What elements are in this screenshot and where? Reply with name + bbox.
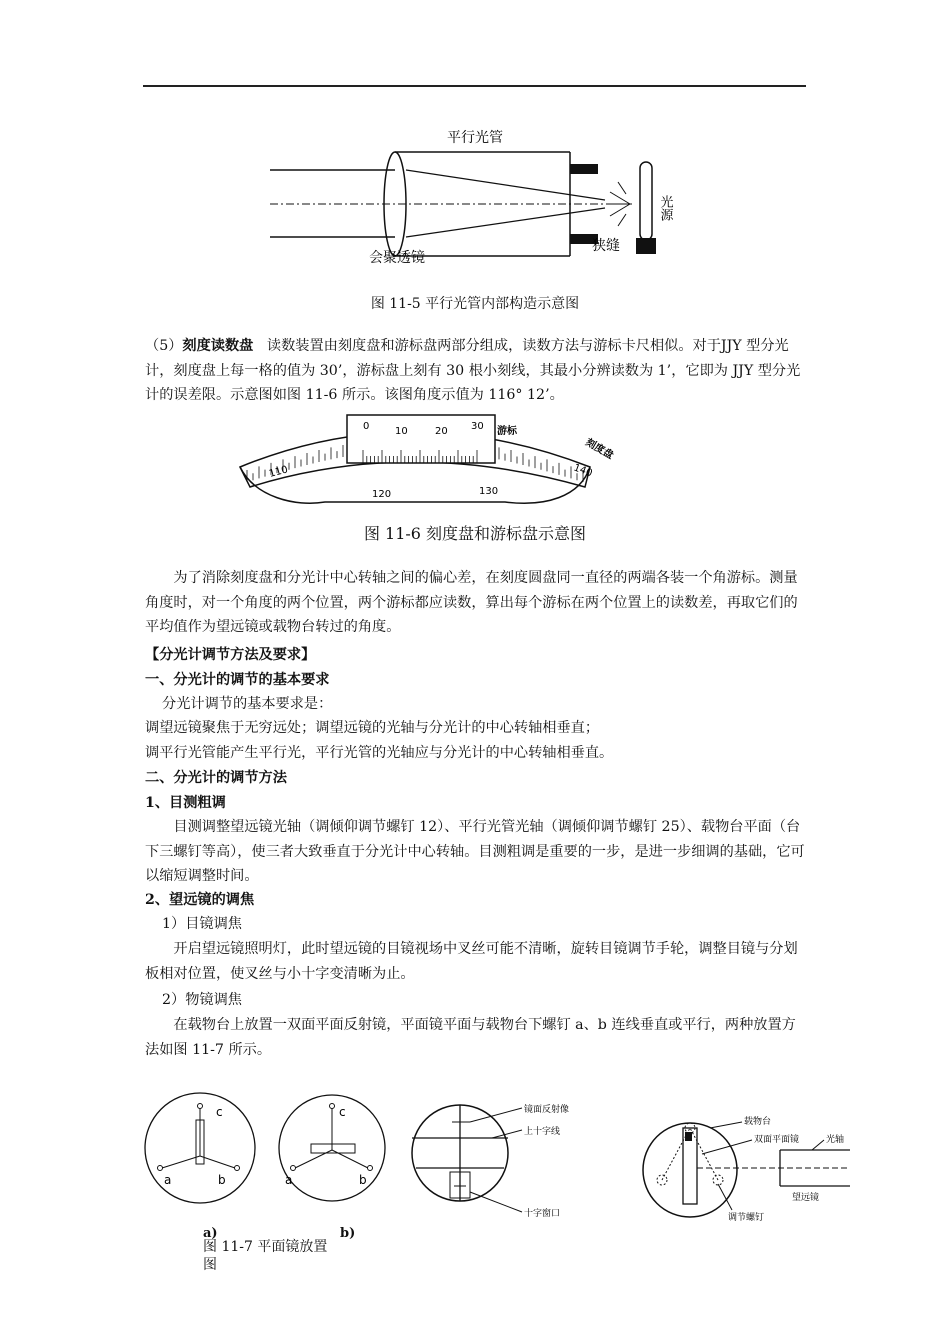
paragraph-eyepiece: 开启望远镜照明灯，此时望远镜的目镜视场中叉丝可能不清晰，旋转目镜调节手轮，调整目镜与分划板相对位置，使叉丝与小十字变清晰为止。 bbox=[145, 941, 798, 982]
heading-methods: 二、分光计的调节方法 bbox=[145, 770, 287, 786]
label-slit: 狭缝 bbox=[592, 238, 620, 254]
requirements-intro: 分光计调节的基本要求是： bbox=[162, 696, 333, 712]
header-rule bbox=[143, 85, 806, 87]
screw-a-label: a bbox=[285, 1173, 293, 1187]
item-term: 刻度读数盘 bbox=[182, 338, 254, 354]
paragraph-reading-dial bbox=[145, 334, 807, 408]
subfigure-label-b: b) bbox=[340, 1226, 356, 1241]
label-light-source: 光源 bbox=[657, 195, 673, 221]
vernier-tick-10: 10 bbox=[395, 426, 408, 437]
heading-rough-adjust: 1、目测粗调 bbox=[145, 795, 226, 811]
requirement-1: 调望远镜聚焦于无穷远处；调望远镜的光轴与分光计的中心转轴相垂直； bbox=[145, 720, 600, 736]
label-collimator: 平行光管 bbox=[447, 130, 503, 146]
eyepiece-field-diagram bbox=[412, 1098, 587, 1223]
dial-label: 刻度盘 bbox=[583, 437, 615, 462]
figure-caption-11-7 bbox=[203, 1238, 327, 1274]
screw-c-label: c bbox=[216, 1105, 223, 1119]
collimator-diagram bbox=[270, 120, 690, 270]
stage-telescope-diagram bbox=[640, 1110, 860, 1225]
section-title: 【分光计调节方法及要求】 bbox=[145, 647, 316, 663]
subheading-objective: 2）物镜调焦 bbox=[162, 992, 242, 1008]
paragraph-rough-adjust: 目测调整望远镜光轴（调倾仰调节螺钉 12）、平行光管光轴（调倾仰调节螺钉 25）、载物台平面（台下三螺钉等高），使三者大致垂直于分光计中心转轴。目测粗调是重要的一步，是进一步细调的基础，它可以缩短调整时间。 bbox=[145, 819, 805, 884]
dial-tick-130: 130 bbox=[479, 486, 499, 497]
requirement-2: 调平行光管能产生平行光，平行光管的光轴应与分光计的中心转轴相垂直。 bbox=[145, 745, 614, 761]
label-double-mirror: 双面平面镜 bbox=[754, 1135, 800, 1145]
item-number: （5） bbox=[145, 338, 183, 354]
label-optical-axis: 光轴 bbox=[826, 1135, 845, 1145]
paragraph-eccentric: 为了消除刻度盘和分光计中心转轴之间的偏心差，在刻度圆盘同一直径的两端各装一个角游标。测量角度时，对一个角度的两个位置，两个游标都应读数，算出每个游标在两个位置上的读数差，再取它们的平均值作为望远镜或载物台转过的角度。 bbox=[145, 570, 798, 635]
mirror-placement-a bbox=[140, 1090, 260, 1210]
figure-caption-11-5: 图 11-5 平行光管内部构造示意图 bbox=[370, 296, 580, 312]
vernier-tick-30: 30 bbox=[471, 421, 484, 432]
heading-telescope-focus: 2、望远镜的调焦 bbox=[145, 892, 255, 908]
subfigure-label-a: a) bbox=[203, 1226, 218, 1241]
figure-caption-11-6: 图 11-6 刻度盘和游标盘示意图 bbox=[363, 524, 587, 543]
screw-c-label: c bbox=[339, 1105, 346, 1119]
label-upper-cross: 上十字线 bbox=[524, 1127, 561, 1137]
caption-line-2: 图 bbox=[203, 1257, 217, 1273]
subheading-eyepiece: 1）目镜调焦 bbox=[162, 916, 242, 932]
heading-basic-requirements: 一、分光计的调节的基本要求 bbox=[145, 672, 330, 688]
screw-b-label: b bbox=[218, 1173, 226, 1187]
label-telescope: 望远镜 bbox=[792, 1193, 820, 1203]
label-adjust-screw: 调节螺钉 bbox=[728, 1213, 765, 1223]
label-lens: 会聚透镜 bbox=[369, 250, 425, 266]
dial-tick-140: 140 bbox=[571, 462, 594, 480]
label-stage: 载物台 bbox=[744, 1117, 772, 1127]
dial-tick-110: 110 bbox=[267, 464, 290, 480]
vernier-tick-20: 20 bbox=[435, 426, 448, 437]
label-mirror-image: 镜面反射像 bbox=[524, 1105, 570, 1115]
mirror-placement-b bbox=[275, 1090, 395, 1210]
vernier-label: 游标 bbox=[497, 426, 517, 437]
dial-vernier-diagram bbox=[235, 412, 615, 512]
caption-line-1: 图 11-7 平面镜放置 bbox=[203, 1239, 328, 1255]
label-cross-window: 十字窗口 bbox=[524, 1209, 561, 1219]
screw-b-label: b bbox=[359, 1173, 367, 1187]
dial-tick-120: 120 bbox=[372, 489, 392, 500]
item-text: 读数装置由刻度盘和游标盘两部分组成，读数方法与游标卡尺相似。对于JJY 型分光计，刻度盘上每一格的值为 30’，游标盘上刻有 30 根小刻线，其最小分辨读数为 1’，它即为 JJY 型分光计的误差限。示意图如图 11-6 所示。该图角度示值为 116° 12’。 bbox=[145, 338, 801, 403]
screw-a-label: a bbox=[164, 1173, 172, 1187]
paragraph-objective: 在载物台上放置一双面平面反射镜，平面镜平面与载物台下螺钉 a、b 连线垂直或平行，两种放置方法如图 11-7 所示。 bbox=[145, 1017, 796, 1058]
vernier-tick-0: 0 bbox=[363, 421, 370, 432]
